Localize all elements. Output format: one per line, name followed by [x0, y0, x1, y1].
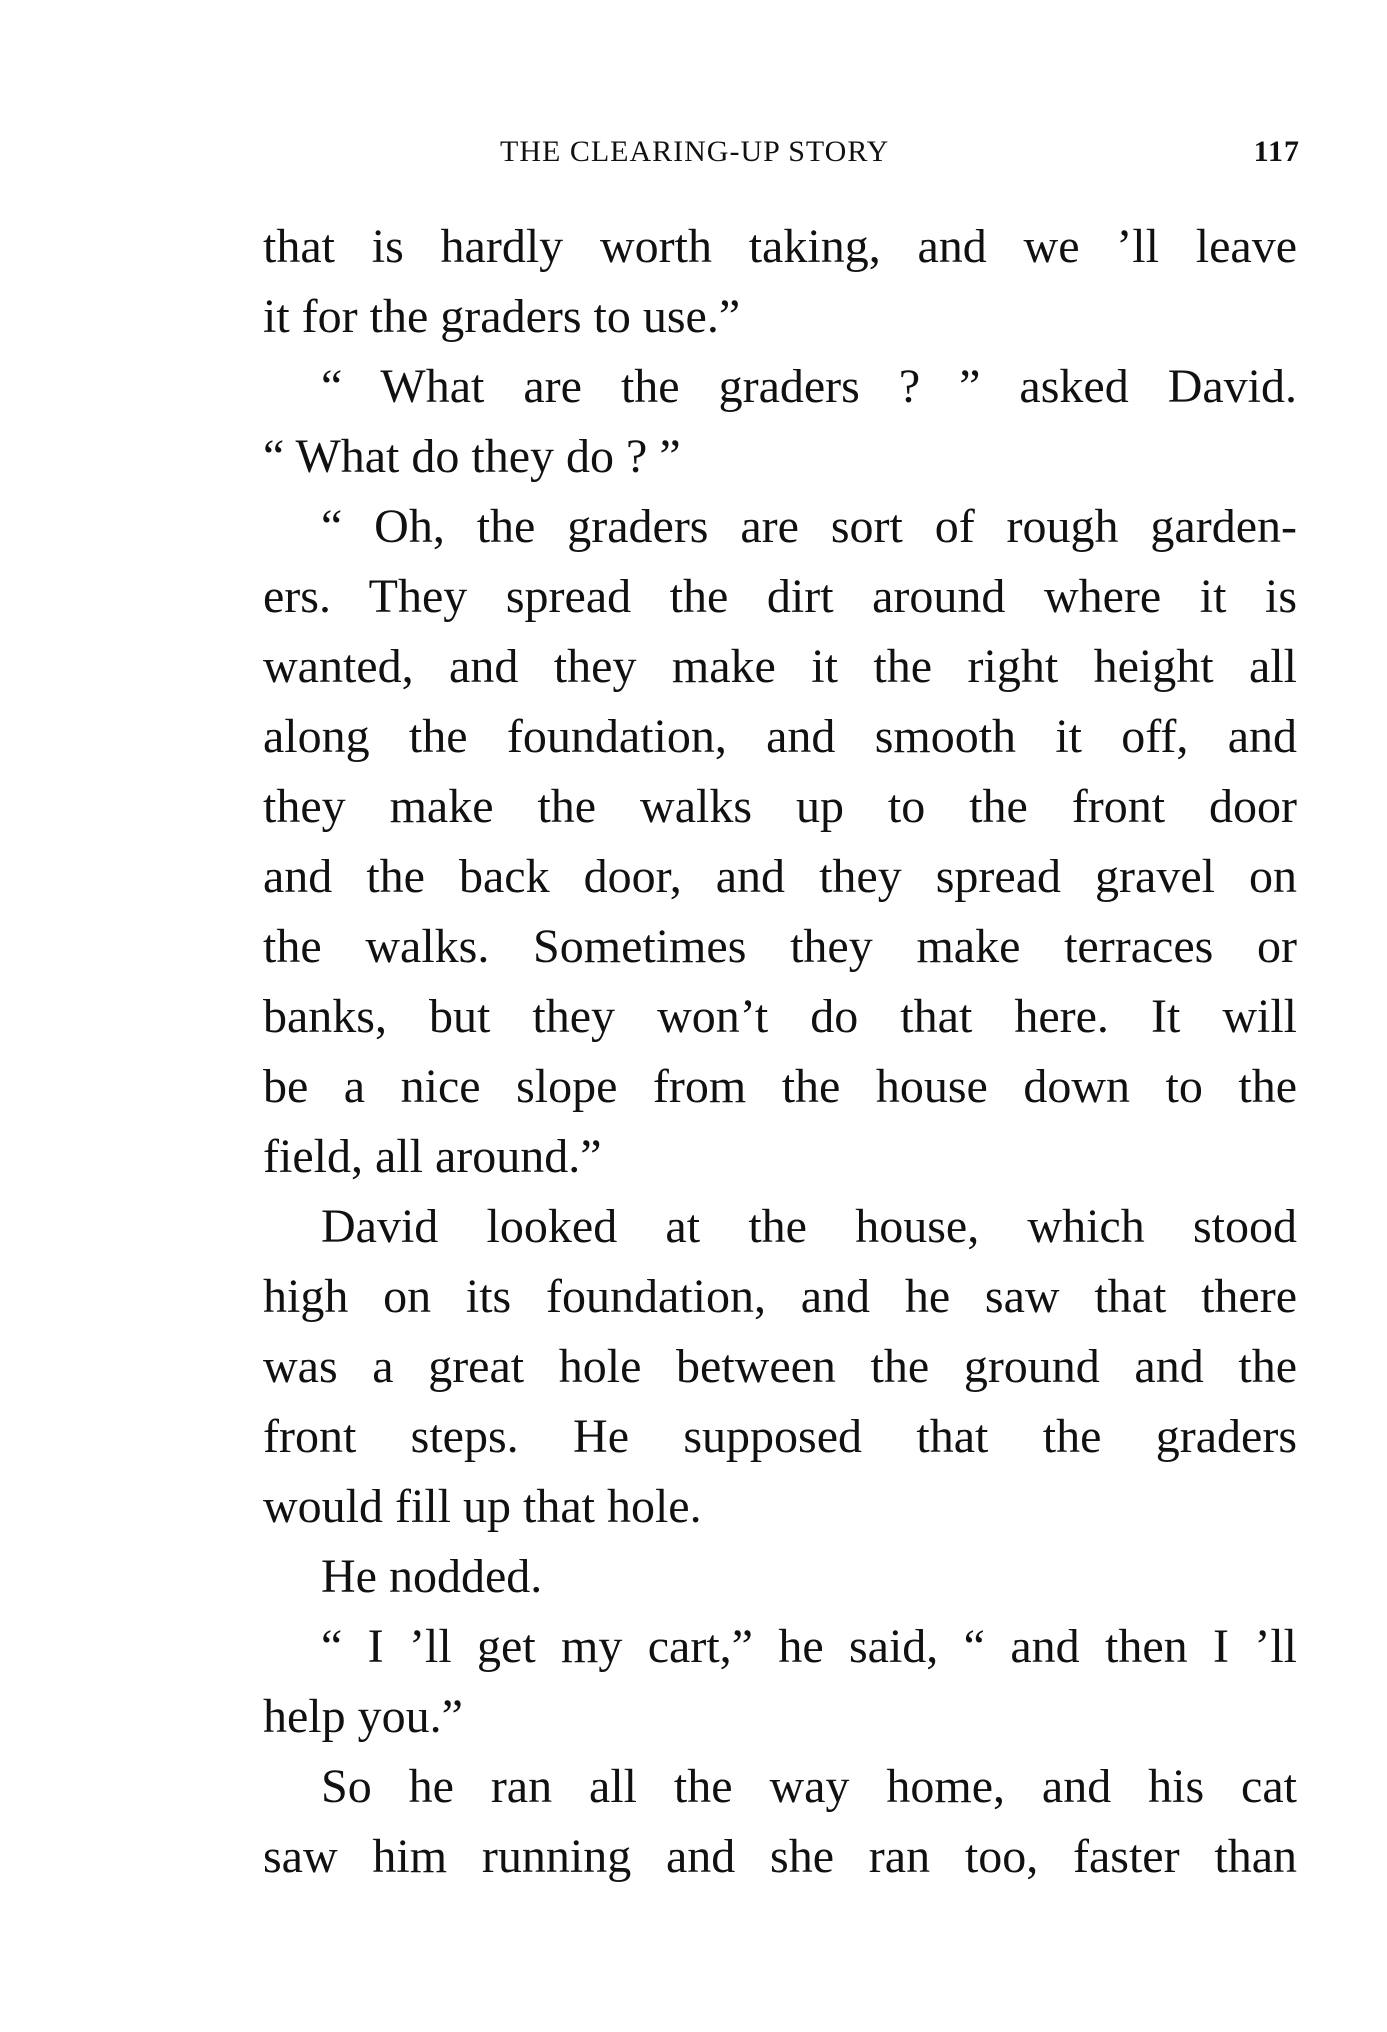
text-line: would fill up that hole. — [263, 1480, 702, 1533]
text-line: ers. They spread the dirt around where it is — [263, 570, 1297, 623]
text-line: along the foundation, and smooth it off, and — [263, 710, 1297, 763]
text-line: high on its foundation, and he saw that there — [263, 1270, 1297, 1323]
page-number: 117 — [1253, 135, 1300, 168]
running-header — [500, 135, 1300, 175]
text-line: David looked at the house, which stood — [321, 1200, 1297, 1253]
text-line: So he ran all the way home, and his cat — [321, 1760, 1297, 1813]
text-line: banks, but they won’t do that here. It will — [263, 990, 1297, 1043]
text-line: saw him running and she ran too, faster than — [263, 1830, 1297, 1883]
text-line: “ What do they do ? ” — [263, 430, 681, 483]
running-title: THE CLEARING-UP STORY — [500, 135, 890, 168]
text-line: and the back door, and they spread gravel on — [263, 850, 1297, 903]
text-line: help you.” — [263, 1690, 463, 1743]
text-line: wanted, and they make it the right height all — [263, 640, 1297, 693]
text-line: was a great hole between the ground and the — [263, 1340, 1297, 1393]
text-line: front steps. He supposed that the graders — [263, 1410, 1297, 1463]
text-line: He nodded. — [321, 1550, 543, 1603]
text-line: the walks. Sometimes they make terraces or — [263, 920, 1297, 973]
text-line: “ I ’ll get my cart,” he said, “ and then I ’ll — [321, 1620, 1297, 1673]
text-line: be a nice slope from the house down to the — [263, 1060, 1297, 1113]
text-line: “ Oh, the graders are sort of rough garden- — [321, 500, 1297, 553]
text-line: “ What are the graders ? ” asked David. — [321, 360, 1297, 413]
text-line: they make the walks up to the front door — [263, 780, 1297, 833]
text-line: field, all around.” — [263, 1130, 602, 1183]
text-line: that is hardly worth taking, and we ’ll leave — [263, 220, 1297, 273]
text-line: it for the graders to use.” — [263, 290, 741, 343]
